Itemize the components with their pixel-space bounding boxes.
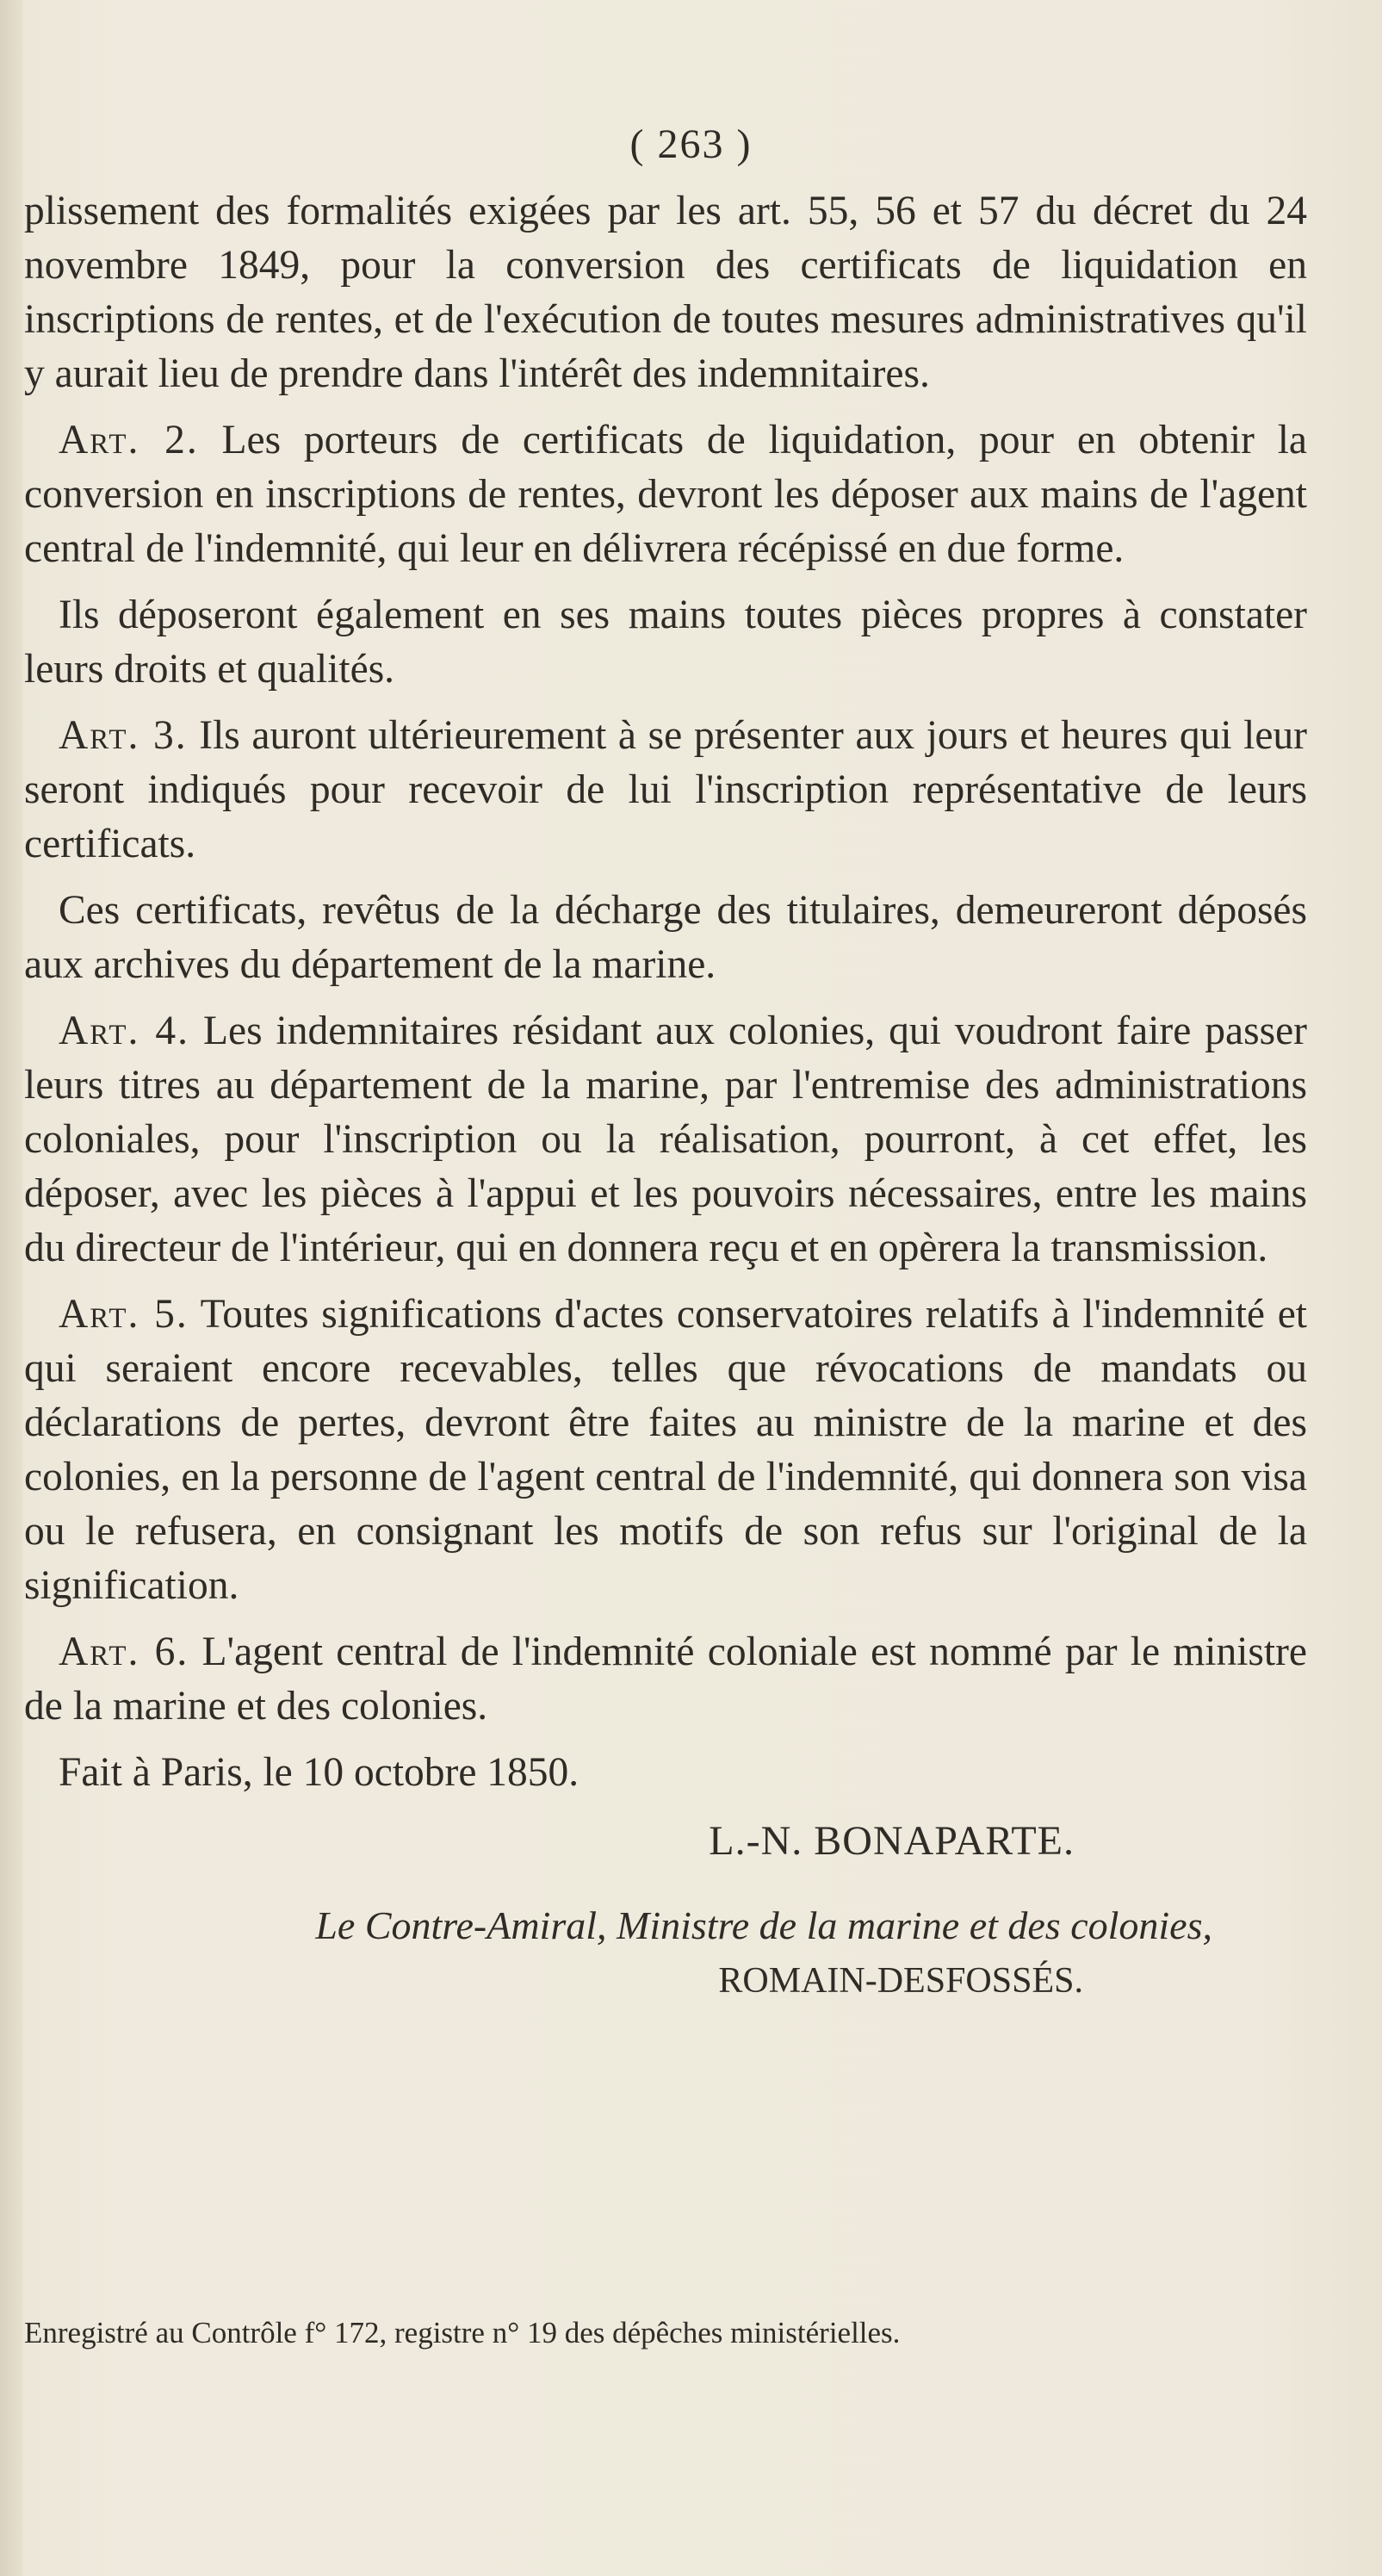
minister-name: ROMAIN-DESFOSSÉS. — [718, 1961, 1083, 2001]
paragraph-article-5 — [24, 1288, 1307, 1613]
paragraph-text: Les indemnitaires résidant aux colonies, qui voudront faire passer leurs titres au département de la marine, par l'entremise des administrations coloniales, pour l'inscription ou la réalisation, pourront, à cet effet, les déposer, avec les pièces à l'appui et les pouvoirs nécessaires, entre les mains du directeur de l'intérieur, qui en donnera reçu et en opèrera la transmission. — [24, 1009, 1307, 1270]
article-label: Art. 2. — [59, 418, 199, 462]
signature-name: L.-N. BONAPARTE. — [709, 1818, 1075, 1864]
page-gutter — [0, 0, 22, 2576]
document-body — [24, 184, 1307, 2008]
paragraph-text: Ils auront ultérieurement à se présenter aux jours et heures qui leur seront indiqués pour recevoir de lui l'inscription représentative de leurs certificats. — [24, 713, 1307, 866]
paragraph-text: L'agent central de l'indemnité coloniale est nommé par le ministre de la marine et des colonies. — [24, 1629, 1308, 1729]
paragraph-date — [24, 1746, 1307, 1800]
paragraph-text: Toutes significations d'actes conservatoires relatifs à l'indemnité et qui seraient encore recevables, telles que révocations de mandats ou déclarations de pertes, devront être faites au ministre de la marine et des colonies, en la personne de l'agent central de l'indemnité, qui donnera son visa ou le refusera, en consignant les motifs de son refus sur l'original de la signification. — [24, 1292, 1307, 1608]
page-number: ( 263 ) — [629, 121, 753, 167]
paragraph-article-4 — [24, 1004, 1307, 1276]
paragraph-article-6 — [24, 1625, 1307, 1734]
paragraph-article-2 — [24, 413, 1307, 576]
minister-role: Le Contre-Amiral, Ministre de la marine et des colonies, — [315, 1903, 1212, 1947]
article-label: Art. 3. — [59, 713, 188, 758]
paragraph — [24, 588, 1307, 697]
registration-note: Enregistré au Contrôle f° 172, registre n° 19 des dépêches ministérielles. — [24, 2316, 901, 2349]
paragraph-text: Ils déposeront également en ses mains toutes pièces propres à constater leurs droits et qualités. — [24, 593, 1307, 692]
article-label: Art. 6. — [59, 1629, 189, 1674]
paragraph-text: Les porteurs de certificats de liquidation, pour en obtenir la conversion en inscriptions de rentes, devront les déposer aux mains de l'agent central de l'indemnité, qui leur en délivrera récépissé en due forme. — [24, 418, 1308, 571]
paragraph-article-3 — [24, 709, 1307, 872]
article-label: Art. 4. — [59, 1009, 189, 1053]
paragraph-continuation — [24, 184, 1307, 401]
paragraph-text: Fait à Paris, le 10 octobre 1850. — [59, 1750, 579, 1795]
article-label: Art. 5. — [59, 1292, 189, 1337]
paragraph-text: plissement des formalités exigées par les art. 55, 56 et 57 du décret du 24 novembre 1849, pour la conversion des certificats de liquidation en inscriptions de rentes, et de l'exécution de toutes mesures administratives qu'il y aurait lieu de prendre dans l'intérêt des indemnitaires. — [24, 189, 1307, 396]
paragraph-text: Ces certificats, revêtus de la décharge des titulaires, demeureront déposés aux archives du département de la marine. — [24, 888, 1307, 987]
paragraph — [24, 884, 1307, 992]
